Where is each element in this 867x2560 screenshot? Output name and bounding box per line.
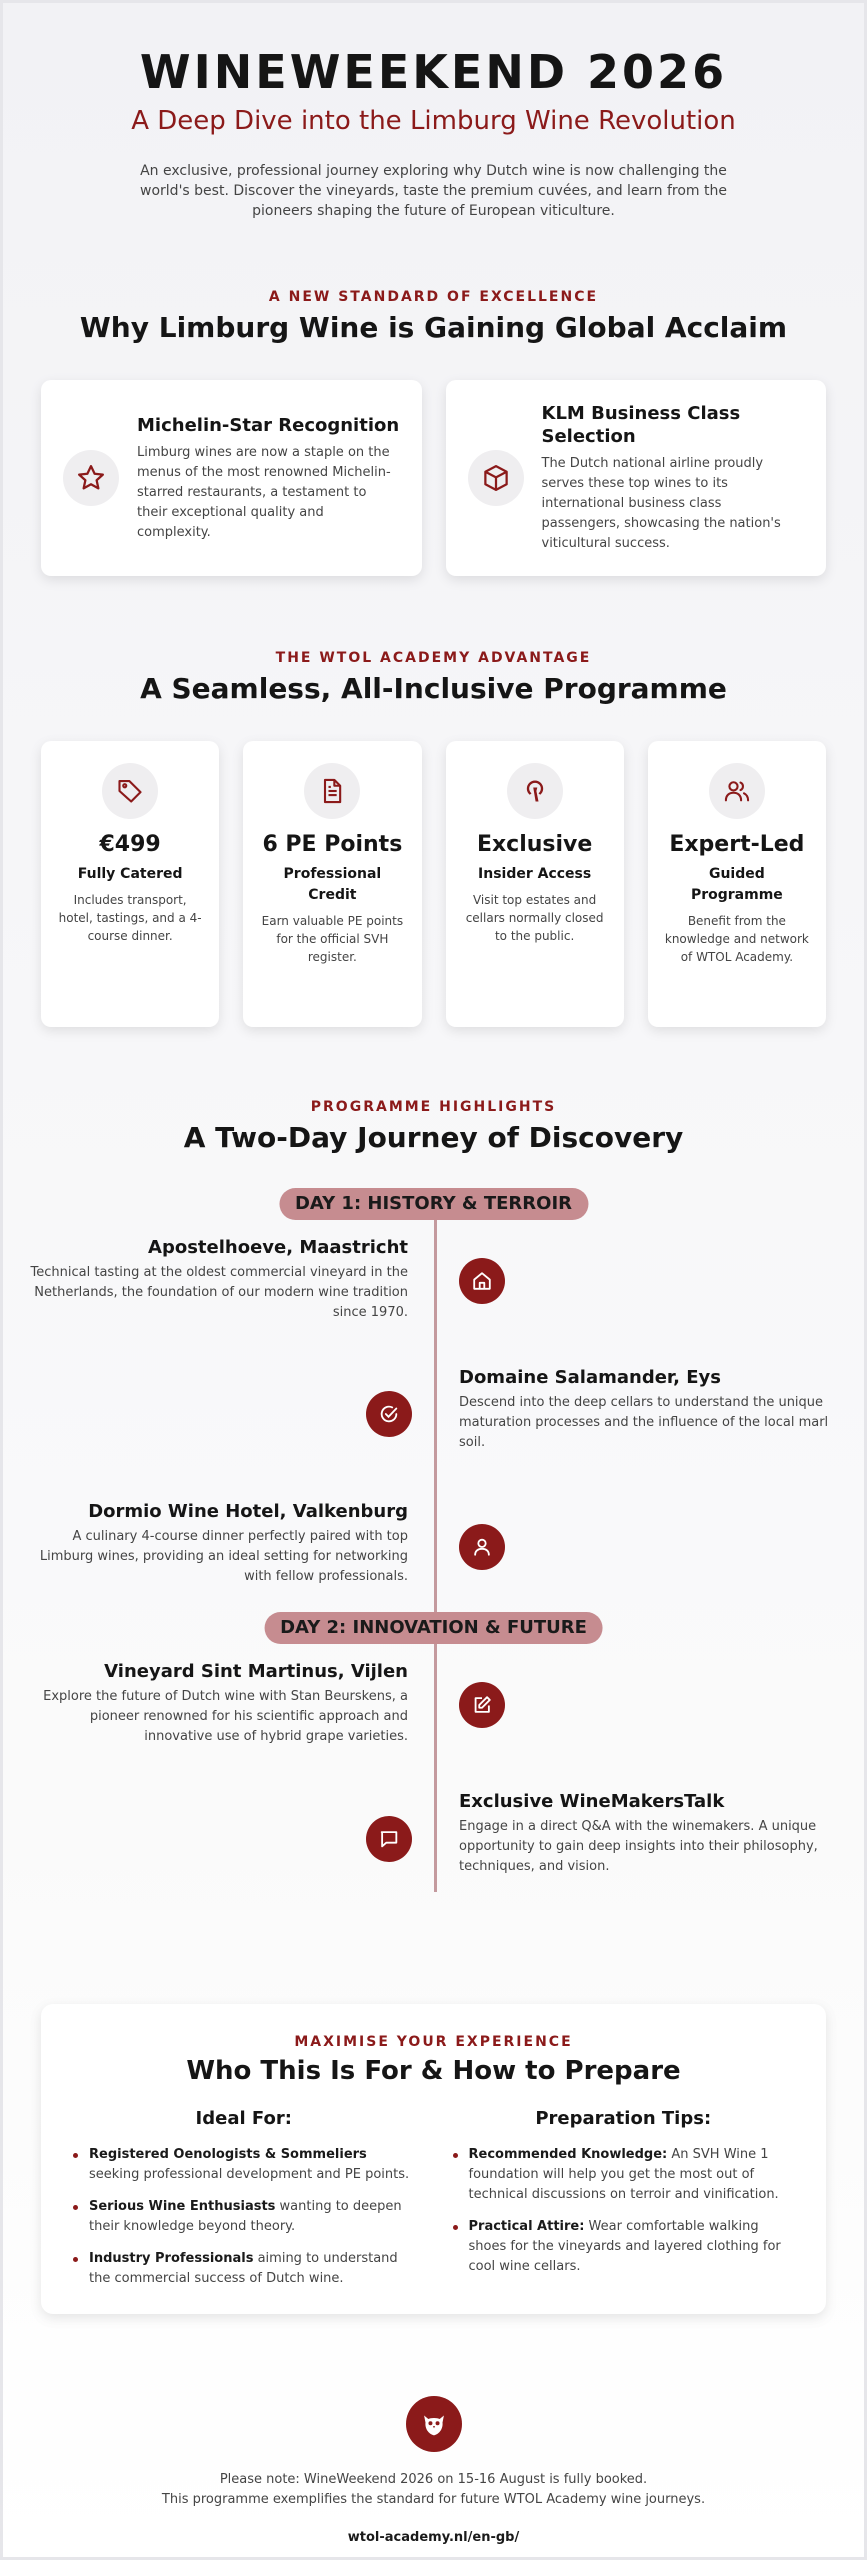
who-title: Who This Is For & How to Prepare — [186, 2056, 681, 2086]
timeline-item-text: Engage in a direct Q&A with the winemakers. A unique opportunity to gain deep insights into their philosophy, techniques, and vision. — [459, 1819, 818, 1874]
timeline-item-salamander — [459, 1366, 839, 1453]
card-subtitle: Guided Programme — [690, 866, 783, 903]
day-1-label: DAY 1: HISTORY & TERROIR — [279, 1188, 588, 1220]
footer-note-1: Please note: WineWeekend 2026 on 15-16 August is fully booked. — [219, 2472, 648, 2487]
card-subtitle: Professional Credit — [283, 866, 382, 903]
highlights-title: A Two-Day Journey of Discovery — [183, 1121, 684, 1154]
list-item: Recommended Knowledge: An SVH Wine 1 foundation will help you get the most out of technical discussions on terroir and vinification. — [449, 2145, 799, 2205]
chat-icon — [366, 1816, 412, 1862]
check-circle-icon — [366, 1391, 412, 1437]
timeline-item-text: Explore the future of Dutch wine with Stan Beurskens, a pioneer renowned for his scientific approach and innovative use of hybrid grape varieties. — [43, 1689, 408, 1744]
owl-logo-icon — [406, 2396, 462, 2452]
hero-section — [3, 3, 864, 221]
timeline — [3, 1188, 864, 1948]
card-subtitle: Insider Access — [478, 866, 592, 882]
timeline-item-sint-martinus — [28, 1660, 408, 1747]
card-subtitle: Fully Catered — [77, 866, 183, 882]
acclaim-eyebrow: A NEW STANDARD OF EXCELLENCE — [268, 289, 599, 305]
card-title: Michelin-Star Recognition — [137, 414, 400, 436]
acclaim-section — [3, 289, 864, 576]
timeline-line — [434, 1188, 437, 1892]
card-text: Includes transport, hotel, tastings, and a 4-course dinner. — [58, 893, 202, 943]
preparation-column — [449, 2108, 799, 2301]
programme-section — [3, 650, 864, 1027]
programme-eyebrow: THE WTOL ACADEMY ADVANTAGE — [275, 650, 592, 666]
user-icon — [459, 1524, 505, 1570]
timeline-item-title: Vineyard Sint Martinus, Vijlen — [104, 1661, 408, 1682]
card-title: KLM Business Class Selection — [541, 403, 741, 447]
card-value: Expert-Led — [669, 832, 805, 857]
acclaim-title: Why Limburg Wine is Gaining Global Acclaim — [79, 311, 788, 344]
list-item: Practical Attire: Wear comfortable walking shoes for the vineyards and layered clothing for cool wine cellars. — [449, 2217, 799, 2277]
timeline-item-title: Dormio Wine Hotel, Valkenburg — [88, 1501, 408, 1522]
footer-note-2: This programme exemplifies the standard for future WTOL Academy wine journeys. — [161, 2492, 706, 2507]
highlights-section — [3, 1099, 864, 1948]
box-icon — [468, 450, 524, 506]
pe-points-card — [243, 741, 421, 1027]
highlights-eyebrow: PROGRAMME HIGHLIGHTS — [310, 1099, 557, 1115]
intro-text: An exclusive, professional journey exploring why Dutch wine is now challenging the world's best. Discover the vineyards, taste the premium cuvées, and learn from the pioneers shaping the future of European viticulture. — [140, 163, 727, 219]
page-title: WINEWEEKEND 2026 — [139, 45, 728, 99]
card-text: Benefit from the knowledge and network of WTOL Academy. — [664, 914, 809, 964]
footer — [3, 2396, 864, 2548]
timeline-item-dormio — [28, 1500, 408, 1587]
klm-card — [446, 380, 827, 576]
card-value: Exclusive — [476, 832, 593, 857]
key-icon — [507, 763, 563, 819]
day-2-label: DAY 2: INNOVATION & FUTURE — [264, 1612, 603, 1644]
card-value: 6 PE Points — [262, 832, 403, 857]
card-text: Earn valuable PE points for the official SVH register. — [261, 914, 404, 964]
access-card — [446, 741, 624, 1027]
users-icon — [709, 763, 765, 819]
edit-icon — [459, 1682, 505, 1728]
timeline-item-text: Descend into the deep cellars to understand the unique maturation processes and the influence of the local marl soil. — [459, 1395, 829, 1450]
ideal-for-title: Ideal For: — [195, 2108, 292, 2129]
timeline-item-apostelhoeve — [28, 1236, 408, 1323]
price-card — [41, 741, 219, 1027]
card-text: The Dutch national airline proudly serves these top wines to its international business class passengers, showcasing the nation's viticultural success. — [541, 456, 781, 551]
who-section — [41, 2004, 826, 2314]
page-subtitle: A Deep Dive into the Limburg Wine Revolution — [131, 106, 736, 136]
expert-card — [648, 741, 826, 1027]
tag-icon — [102, 763, 158, 819]
timeline-item-title: Exclusive WineMakersTalk — [459, 1791, 725, 1812]
footer-url-link[interactable]: wtol-academy.nl/en-gb/ — [347, 2530, 520, 2545]
document-icon — [304, 763, 360, 819]
home-icon — [459, 1258, 505, 1304]
timeline-item-winemakerstalk — [459, 1790, 839, 1877]
list-item: Industry Professionals aiming to understand the commercial success of Dutch wine. — [69, 2249, 419, 2289]
card-text: Limburg wines are now a staple on the menus of the most renowned Michelin-starred restaurants, a testament to their exceptional quality and complexity. — [137, 444, 391, 540]
ideal-for-column — [69, 2108, 419, 2301]
star-icon — [63, 450, 119, 506]
list-item: Registered Oenologists & Sommeliers seeking professional development and PE points. — [69, 2145, 419, 2185]
card-text: Visit top estates and cellars normally closed to the public. — [465, 893, 604, 943]
list-item: Serious Wine Enthusiasts wanting to deepen their knowledge beyond theory. — [69, 2197, 419, 2237]
timeline-item-title: Domaine Salamander, Eys — [459, 1367, 721, 1388]
preparation-title: Preparation Tips: — [535, 2108, 712, 2129]
programme-title: A Seamless, All-Inclusive Programme — [140, 672, 727, 705]
timeline-item-text: Technical tasting at the oldest commercial vineyard in the Netherlands, the foundation of our modern wine tradition since 1970. — [30, 1265, 408, 1320]
card-value: €499 — [99, 832, 161, 857]
who-eyebrow: MAXIMISE YOUR EXPERIENCE — [294, 2034, 573, 2050]
michelin-card — [41, 380, 422, 576]
timeline-item-text: A culinary 4-course dinner perfectly paired with top Limburg wines, providing an ideal setting for networking with fellow professionals. — [39, 1529, 408, 1584]
timeline-item-title: Apostelhoeve, Maastricht — [148, 1237, 408, 1258]
